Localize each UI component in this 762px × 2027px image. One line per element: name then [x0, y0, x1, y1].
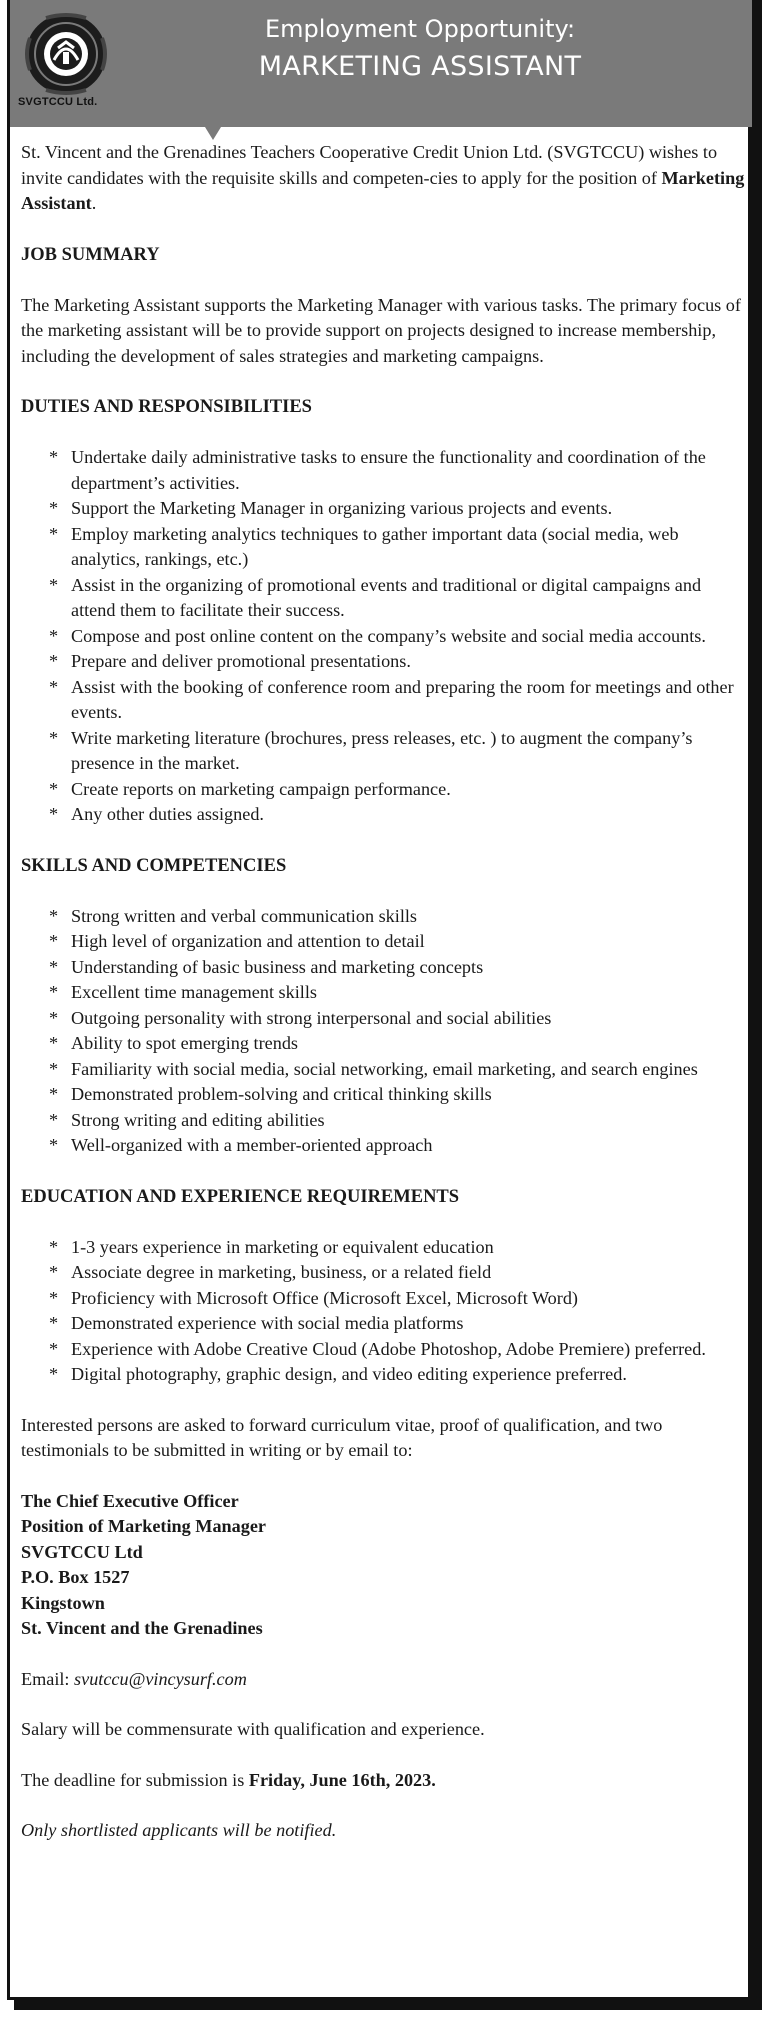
list-item — [21, 649, 746, 675]
list-item — [21, 777, 746, 803]
address-line: SVGTCCU Ltd — [21, 1541, 143, 1562]
list-item-text: Well-organized with a member-oriented approach — [71, 1135, 433, 1155]
skills-list — [21, 904, 746, 1159]
mailing-address — [21, 1489, 746, 1642]
education-list — [21, 1235, 746, 1388]
list-item — [21, 726, 746, 777]
list-item — [21, 1286, 746, 1312]
bullet-asterisk: * — [49, 905, 59, 926]
list-item-text: Write marketing literature (brochures, press releases, etc. ) to augment the company’s presence in the market. — [71, 727, 693, 773]
address-line: St. Vincent and the Grenadines — [21, 1618, 263, 1638]
bullet-asterisk: * — [49, 523, 59, 544]
ad-content — [21, 140, 746, 1844]
email-link[interactable]: svutccu@vincysurf.com — [74, 1668, 247, 1689]
list-item — [21, 1133, 746, 1159]
list-item — [21, 802, 746, 828]
list-item-text: High level of organization and attention to detail — [71, 931, 425, 951]
list-item — [21, 1337, 746, 1363]
bullet-asterisk: * — [49, 651, 59, 671]
bullet-asterisk: * — [49, 1135, 59, 1155]
education-heading: EDUCATION AND EXPERIENCE REQUIREMENTS — [21, 1186, 460, 1207]
address-line: P.O. Box 1527 — [21, 1567, 130, 1587]
header-banner — [10, 0, 752, 127]
list-item-text: Prepare and deliver promotional presentations. — [71, 651, 411, 671]
header-subtitle: Employment Opportunity: — [264, 15, 576, 43]
list-item — [21, 573, 746, 624]
list-item — [21, 1235, 746, 1261]
deadline-date: Friday, June 16th, 2023. — [248, 1769, 436, 1790]
list-item-text: Create reports on marketing campaign performance. — [71, 778, 451, 799]
list-item — [21, 1311, 746, 1337]
email-line: Email: svutccu@vincysurf.com — [21, 1668, 247, 1689]
skills-heading: SKILLS AND COMPETENCIES — [21, 855, 287, 876]
bullet-asterisk: * — [49, 956, 59, 977]
list-item-text: Excellent time management skills — [71, 982, 317, 1002]
list-item — [21, 955, 746, 981]
list-item — [21, 904, 746, 930]
job-summary-text: The Marketing Assistant supports the Marketing Manager with various tasks. The primary focus of the marketing assistant will be to provide support on projects designed to increase membership, including the development of sales strategies and marketing campaigns. — [21, 294, 741, 366]
page-shadow-right — [749, 0, 762, 2010]
list-item-text: Ability to spot emerging trends — [71, 1033, 298, 1053]
list-item — [21, 1057, 746, 1083]
list-item-text: Employ marketing analytics techniques to gather important data (social media, web analytics, rankings, etc.) — [71, 523, 679, 569]
salary-text: Salary will be commensurate with qualification and experience. — [21, 1719, 485, 1739]
bullet-asterisk: * — [49, 1109, 59, 1130]
list-item — [21, 445, 746, 496]
list-item — [21, 1260, 746, 1286]
bullet-asterisk: * — [49, 1338, 59, 1359]
bullet-asterisk: * — [49, 1033, 59, 1053]
bullet-asterisk: * — [49, 625, 59, 646]
bullet-asterisk: * — [49, 1364, 59, 1384]
list-item — [21, 1082, 746, 1108]
list-item — [21, 496, 746, 522]
page-shadow-bottom — [14, 2000, 762, 2010]
bullet-asterisk: * — [49, 778, 59, 799]
list-item-text: Outgoing personality with strong interpersonal and social abilities — [71, 1007, 552, 1028]
bullet-asterisk: * — [49, 447, 59, 467]
bullet-asterisk: * — [49, 574, 59, 595]
list-item-text: Support the Marketing Manager in organizing various projects and events. — [71, 498, 613, 518]
list-item-text: 1-3 years experience in marketing or equivalent education — [71, 1236, 494, 1257]
intro-paragraph: St. Vincent and the Grenadines Teachers Cooperative Credit Union Ltd. (SVGTCCU) wishes to invite candidates with the requisite skills and competen-cies to apply for the position of Marketing Assistant. — [21, 142, 745, 213]
list-item — [21, 675, 746, 726]
address-line: The Chief Executive Officer — [21, 1490, 239, 1511]
list-item-text: Associate degree in marketing, business, or a related field — [71, 1262, 492, 1282]
list-item-text: Experience with Adobe Creative Cloud (Adobe Photoshop, Adobe Premiere) preferred. — [71, 1338, 706, 1359]
address-line: Kingstown — [21, 1592, 105, 1613]
list-item — [21, 522, 746, 573]
duties-heading: DUTIES AND RESPONSIBILITIES — [21, 397, 312, 417]
job-title: MARKETING ASSISTANT — [258, 51, 582, 82]
list-item — [21, 1108, 746, 1134]
bullet-asterisk: * — [49, 982, 59, 1002]
address-line: Position of Marketing Manager — [21, 1516, 266, 1536]
logo-text: SVGTCCU Ltd. — [18, 96, 98, 108]
list-item-text: Assist with the booking of conference room and preparing the room for meetings and other events. — [71, 676, 734, 722]
duties-list — [21, 445, 746, 828]
list-item-text: Demonstrated experience with social media platforms — [71, 1313, 464, 1333]
header-title — [120, 12, 720, 88]
bullet-asterisk: * — [49, 727, 59, 748]
list-item-text: Any other duties assigned. — [71, 804, 264, 824]
application-text: Interested persons are asked to forward curriculum vitae, proof of qualification, and two testimonials to be submitted in writing or by email to: — [21, 1414, 663, 1460]
list-item-text: Compose and post online content on the company’s website and social media accounts. — [71, 625, 706, 646]
bullet-asterisk: * — [49, 1058, 59, 1079]
job-summary-heading: JOB SUMMARY — [21, 244, 160, 265]
list-item-text: Understanding of basic business and marketing concepts — [71, 956, 484, 977]
list-item — [21, 1006, 746, 1032]
list-item-text: Strong written and verbal communication skills — [71, 905, 418, 926]
bullet-asterisk: * — [49, 804, 59, 824]
list-item-text: Proficiency with Microsoft Office (Microsoft Excel, Microsoft Word) — [71, 1287, 578, 1308]
bullet-asterisk: * — [49, 1007, 59, 1028]
bullet-asterisk: * — [49, 498, 59, 518]
list-item — [21, 980, 746, 1006]
list-item — [21, 1362, 746, 1388]
list-item — [21, 624, 746, 650]
header-pointer — [205, 127, 221, 140]
bullet-asterisk: * — [49, 1236, 59, 1257]
list-item-text: Strong writing and editing abilities — [71, 1109, 325, 1130]
bullet-asterisk: * — [49, 676, 59, 697]
bullet-asterisk: * — [49, 1313, 59, 1333]
bullet-asterisk: * — [49, 931, 59, 951]
list-item-text: Undertake daily administrative tasks to ensure the functionality and coordination of the department’s activities. — [71, 447, 706, 493]
list-item-text: Demonstrated problem-solving and critical thinking skills — [71, 1084, 492, 1104]
bullet-asterisk: * — [49, 1287, 59, 1308]
advertisement-page — [7, 0, 749, 2000]
list-item — [21, 929, 746, 955]
deadline-text: The deadline for submission is Friday, June 16th, 2023. — [21, 1769, 436, 1790]
bullet-asterisk: * — [49, 1262, 59, 1282]
list-item-text: Digital photography, graphic design, and video editing experience preferred. — [71, 1364, 627, 1384]
list-item — [21, 1031, 746, 1057]
list-item-text: Familiarity with social media, social networking, email marketing, and search engines — [71, 1058, 698, 1079]
bullet-asterisk: * — [49, 1084, 59, 1104]
list-item-text: Assist in the organizing of promotional events and traditional or digital campaigns and attend them to facilitate their success. — [71, 574, 702, 620]
position-name: Marketing Assistant — [21, 167, 745, 213]
shortlist-note: Only shortlisted applicants will be notified. — [21, 1820, 337, 1840]
